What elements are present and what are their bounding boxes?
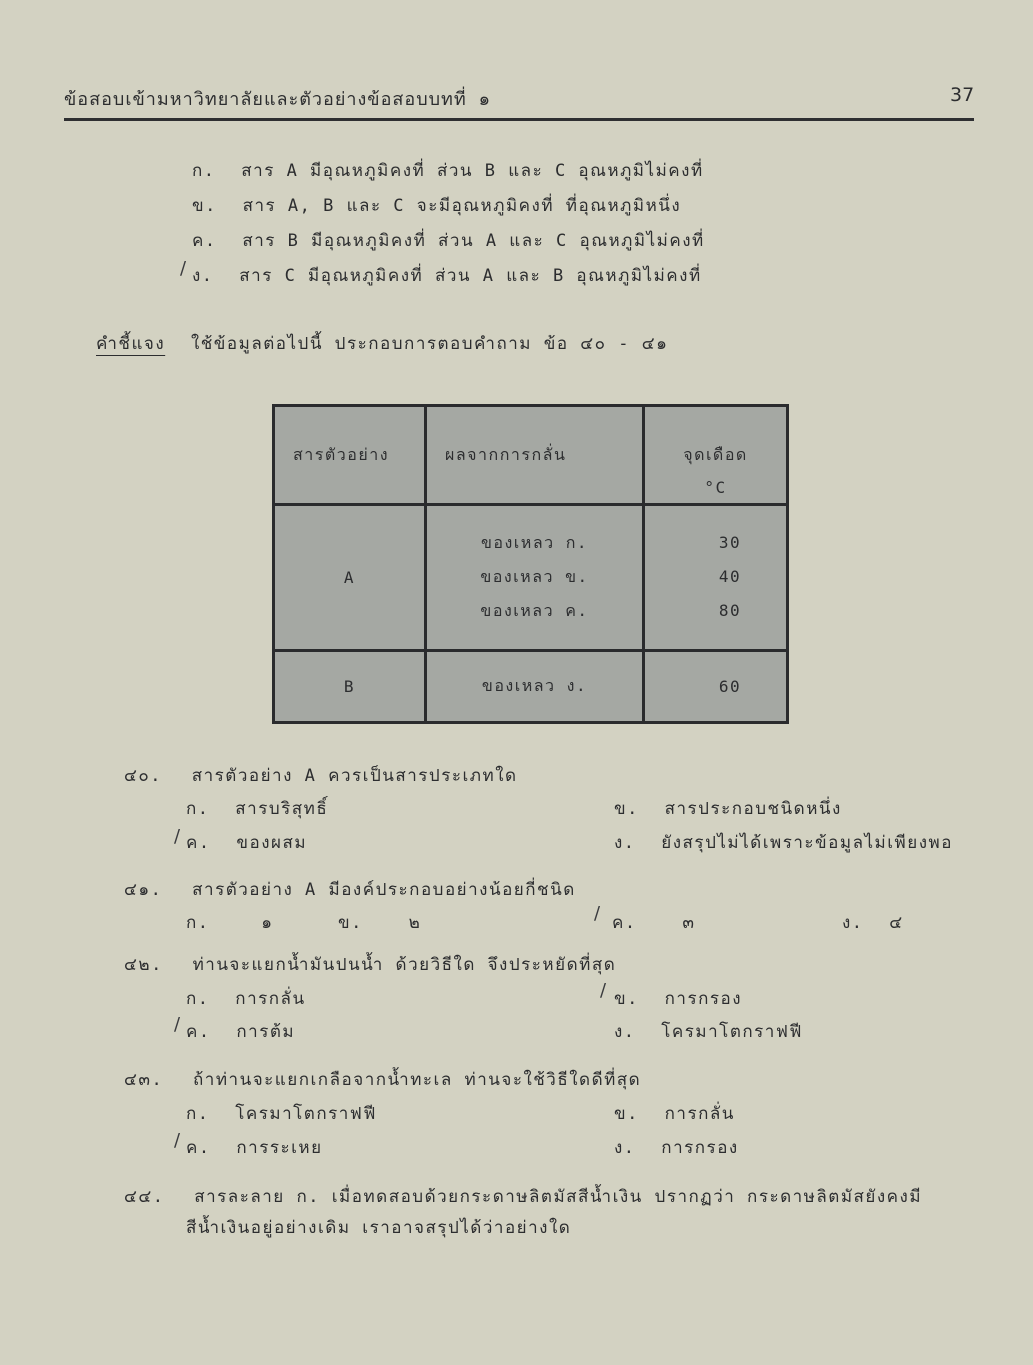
boiling-value: 30	[718, 533, 742, 553]
option-text: การกรอง	[661, 1138, 739, 1158]
sample-cell: A	[274, 504, 426, 650]
option-letter: ข.	[192, 196, 217, 216]
liquids-cell	[426, 504, 644, 650]
option-text: สารบริสุทธิ์	[235, 799, 329, 819]
table-row	[274, 504, 788, 650]
header-divider	[64, 118, 974, 121]
q40-option-d	[614, 829, 953, 856]
q42-option-b	[614, 985, 742, 1012]
liquid-item: ของเหลว ค.	[480, 601, 589, 621]
boiling-cell	[644, 504, 788, 650]
question-number: ๔๐.	[124, 766, 162, 786]
question-text: สารละลาย ก. เมื่อทดสอบด้วยกระดาษลิตมัสสีน้ำเงิน ปรากฏว่า กระดาษลิตมัสยังคงมี	[194, 1187, 923, 1207]
question-40	[124, 762, 518, 789]
option-text: โครมาโตกราฟฟี	[235, 1104, 377, 1124]
prev-option-a	[192, 157, 704, 184]
option-letter: ง.	[842, 913, 864, 933]
question-number: ๔๓.	[124, 1070, 164, 1090]
option-text: ของผสม	[236, 833, 308, 853]
option-letter: ก.	[186, 989, 210, 1009]
q41-option-d	[842, 909, 904, 936]
q40-option-c	[186, 829, 307, 856]
q43-option-d	[614, 1134, 739, 1161]
option-text: ๓	[682, 913, 696, 933]
boiling-unit: °C	[704, 478, 727, 497]
option-letter: ค.	[186, 1022, 211, 1042]
prev-option-d	[192, 262, 702, 289]
question-text: สารตัวอย่าง A ควรเป็นสารประเภทใด	[191, 766, 518, 786]
q41-option-a	[186, 909, 274, 936]
option-text: การระเหย	[236, 1138, 323, 1158]
check-mark: /	[180, 258, 187, 279]
sample-cell: B	[274, 650, 426, 722]
prev-option-c	[192, 227, 705, 254]
distillation-table	[272, 404, 789, 724]
option-letter: ง.	[614, 833, 636, 853]
header-title: ข้อสอบเข้ามหาวิทยาลัยและตัวอย่างข้อสอบบทที่ ๑	[64, 89, 492, 110]
liquid-item: ของเหลว ก.	[480, 533, 589, 553]
option-letter: ก.	[186, 913, 210, 933]
instruction	[96, 330, 668, 357]
option-text: ยังสรุปไม่ได้เพราะข้อมูลไม่เพียงพอ	[661, 833, 953, 853]
question-44	[124, 1183, 922, 1210]
option-text: โครมาโตกราฟฟี	[661, 1022, 803, 1042]
question-42	[124, 951, 616, 978]
q43-option-a	[186, 1100, 377, 1127]
option-letter: ง.	[192, 266, 214, 286]
q42-option-c	[186, 1018, 295, 1045]
header-result: ผลจากการกลั่น	[426, 406, 644, 505]
boiling-value: 40	[718, 567, 742, 587]
header-boiling-point	[644, 406, 788, 505]
option-letter: ง.	[614, 1022, 636, 1042]
option-letter: ข.	[614, 799, 639, 819]
header-sample: สารตัวอย่าง	[274, 406, 426, 505]
q41-option-b	[338, 909, 421, 936]
table-row	[274, 650, 788, 722]
option-letter: ค.	[192, 231, 217, 251]
option-letter: ค.	[186, 1138, 211, 1158]
instruction-label: คำชี้แจง	[96, 334, 166, 354]
prev-option-b	[192, 192, 681, 219]
option-letter: ข.	[614, 989, 639, 1009]
option-text: การต้ม	[236, 1022, 296, 1042]
question-43	[124, 1066, 641, 1093]
option-text: สาร C มีอุณหภูมิคงที่ ส่วน A และ B อุณหภูมิไม่คงที่	[239, 266, 702, 286]
option-letter: ข.	[338, 913, 363, 933]
option-text: การกรอง	[664, 989, 743, 1009]
option-text: สารประกอบชนิดหนึ่ง	[664, 799, 842, 819]
boiling-cell: 60	[644, 650, 788, 722]
question-number: ๔๔.	[124, 1187, 165, 1207]
option-text: สาร A มีอุณหภูมิคงที่ ส่วน B และ C อุณหภูมิไม่คงที่	[241, 161, 704, 181]
q41-option-c	[612, 909, 695, 936]
question-44-continued: สีน้ำเงินอยู่อย่างเดิม เราอาจสรุปได้ว่าอย่างใด	[186, 1218, 572, 1238]
boiling-value: 80	[718, 601, 742, 621]
option-text: ๑	[261, 913, 274, 933]
option-text: สาร A, B และ C จะมีอุณหภูมิคงที่ ที่อุณหภูมิหนึ่ง	[242, 196, 682, 216]
instruction-text: ใช้ข้อมูลต่อไปนี้ ประกอบการตอบคำถาม ข้อ ๔๐ - ๔๑	[190, 334, 669, 354]
option-letter: ง.	[614, 1138, 636, 1158]
option-letter: ข.	[614, 1104, 639, 1124]
option-letter: ค.	[186, 833, 211, 853]
option-text: การกลั่น	[664, 1104, 735, 1124]
q43-option-c	[186, 1134, 323, 1161]
table-header-row	[274, 406, 788, 505]
check-mark: /	[174, 826, 181, 847]
q42-option-d	[614, 1018, 803, 1045]
check-mark: /	[594, 903, 601, 924]
q43-option-b	[614, 1100, 735, 1127]
option-text: สาร B มีอุณหภูมิคงที่ ส่วน A และ C อุณหภูมิไม่คงที่	[242, 231, 705, 251]
check-mark: /	[174, 1014, 181, 1035]
option-letter: ค.	[612, 913, 637, 933]
option-letter: ก.	[192, 161, 216, 181]
question-number: ๔๑.	[124, 880, 163, 900]
question-text: สารตัวอย่าง A มีองค์ประกอบอย่างน้อยกี่ชนิด	[192, 880, 576, 900]
check-mark: /	[600, 980, 607, 1001]
liquids-cell: ของเหลว ง.	[426, 650, 644, 722]
page-number: 37	[950, 84, 975, 106]
question-number: ๔๒.	[124, 955, 163, 975]
question-41	[124, 876, 576, 903]
option-letter: ก.	[186, 799, 210, 819]
question-text: ถ้าท่านจะแยกเกลือจากน้ำทะเล ท่านจะใช้วิธีใดดีที่สุด	[192, 1070, 642, 1090]
option-text: ๔	[889, 913, 904, 933]
boiling-label: จุดเดือด	[683, 445, 748, 464]
q40-option-a	[186, 795, 328, 822]
question-text: ท่านจะแยกน้ำมันปนน้ำ ด้วยวิธีใด จึงประหยัดที่สุด	[192, 955, 617, 975]
check-mark: /	[174, 1130, 181, 1151]
q42-option-a	[186, 985, 306, 1012]
option-text: การกลั่น	[235, 989, 306, 1009]
option-text: ๒	[408, 913, 422, 933]
q40-option-b	[614, 795, 842, 822]
liquid-item: ของเหลว ข.	[480, 567, 589, 587]
option-letter: ก.	[186, 1104, 210, 1124]
